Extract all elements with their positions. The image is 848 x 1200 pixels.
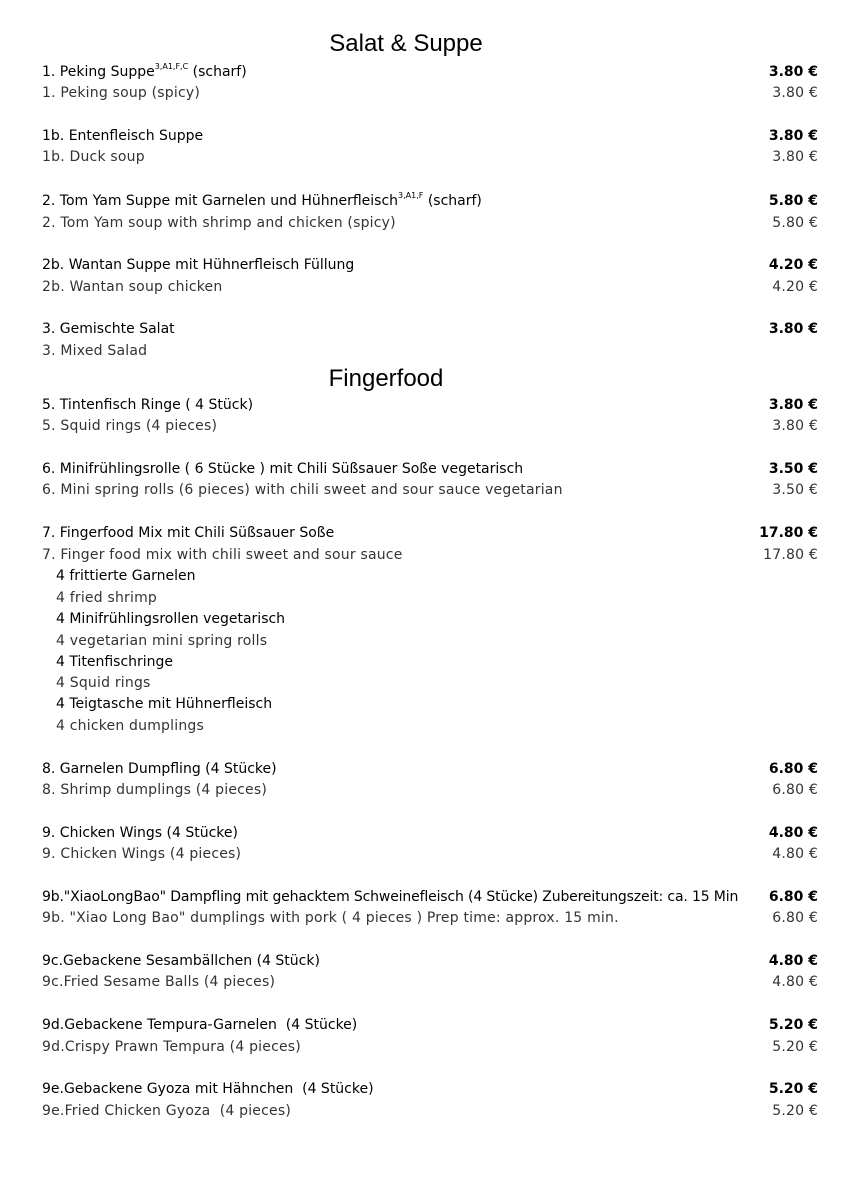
item-name-de: 9. Chicken Wings (4 Stücke)	[42, 825, 238, 841]
menu-item-de	[42, 191, 818, 211]
item-price: 6.80 €	[768, 889, 818, 905]
item-price: 3.80 €	[768, 397, 818, 413]
item-price-en: 4.20 €	[772, 279, 818, 295]
menu-item-de	[42, 759, 818, 779]
menu-item-de	[42, 951, 818, 971]
sub-item-de	[56, 694, 818, 714]
sub-item-text: 4 Squid rings	[56, 675, 151, 691]
item-name-de: 9c.Gebackene Sesambällchen (4 Stück)	[42, 953, 320, 969]
item-name-en: 5. Squid rings (4 pieces)	[42, 418, 218, 434]
item-name-en: 9. Chicken Wings (4 pieces)	[42, 846, 242, 862]
item-price-en: 6.80 €	[772, 910, 818, 926]
menu-item-en	[42, 147, 818, 167]
item-price: 4.80 €	[768, 825, 818, 841]
sub-item-de	[56, 652, 818, 672]
item-price: 4.20 €	[768, 257, 818, 273]
item-name-de: 1b. Entenfleisch Suppe	[42, 128, 204, 144]
item-name-en: 2b. Wantan soup chicken	[42, 279, 223, 295]
menu-item-de	[42, 459, 818, 479]
menu-item-de	[42, 1079, 818, 1099]
sub-item-en	[56, 588, 818, 608]
item-price: 3.80 €	[768, 321, 818, 337]
menu-item-de	[42, 1015, 818, 1035]
sub-item-text: 4 Teigtasche mit Hühnerfleisch	[56, 696, 273, 712]
sub-item-en	[56, 631, 818, 651]
item-name-de: 9d.Gebackene Tempura-Garnelen (4 Stücke)	[42, 1017, 358, 1033]
item-price: 3.80 €	[768, 128, 818, 144]
item-name-en: 9e.Fried Chicken Gyoza (4 pieces)	[42, 1103, 291, 1119]
item-price: 5.20 €	[768, 1017, 818, 1033]
menu-item-de	[42, 395, 818, 415]
menu-item-de	[42, 255, 818, 275]
item-name-en: 1b. Duck soup	[42, 149, 145, 165]
item-name-de: 8. Garnelen Dumpfling (4 Stücke)	[42, 761, 277, 777]
sub-item-text: 4 Titenfischringe	[56, 654, 174, 670]
sub-item-en	[56, 716, 818, 736]
menu-item-en	[42, 1037, 818, 1057]
item-price-en: 5.20 €	[772, 1039, 818, 1055]
item-name-de: 2. Tom Yam Suppe mit Garnelen und Hühnerfleisch$^{3,A1,F}$ (scharf)	[42, 191, 482, 209]
item-price: 3.50 €	[768, 461, 818, 477]
menu-item-en	[42, 844, 818, 864]
sub-item-text: 4 Minifrühlingsrollen vegetarisch	[56, 611, 286, 627]
menu-item-en	[42, 213, 818, 233]
item-price: 6.80 €	[768, 761, 818, 777]
item-price-en: 4.80 €	[772, 974, 818, 990]
sub-item-text: 4 chicken dumplings	[56, 718, 204, 734]
section-title: Fingerfood	[328, 365, 444, 392]
menu-item-de	[42, 62, 818, 82]
menu-item-en	[42, 780, 818, 800]
item-price-en: 3.80 €	[772, 85, 818, 101]
item-name-de: 9b."XiaoLongBao" Dampfling mit gehacktem Schweinefleisch (4 Stücke) Zubereitungszeit: ca. 15 Min	[42, 889, 739, 905]
item-name-en: 7. Finger food mix with chili sweet and sour sauce	[42, 547, 403, 563]
menu-item-en	[42, 972, 818, 992]
item-name-de: 7. Fingerfood Mix mit Chili Süßsauer Soße	[42, 525, 335, 541]
item-price-en: 3.80 €	[772, 149, 818, 165]
menu-item-de	[42, 126, 818, 146]
item-name-de: 2b. Wantan Suppe mit Hühnerfleisch Füllung	[42, 257, 355, 273]
item-name-de: 5. Tintenfisch Ringe ( 4 Stück)	[42, 397, 254, 413]
menu-item-de	[42, 823, 818, 843]
sub-item-en	[56, 673, 818, 693]
item-price-en: 6.80 €	[772, 782, 818, 798]
item-price-en: 4.80 €	[772, 846, 818, 862]
item-name-en: 1. Peking soup (spicy)	[42, 85, 201, 101]
item-price: 3.80 €	[768, 64, 818, 80]
item-name-en: 3. Mixed Salad	[42, 343, 148, 359]
item-name-en: 2. Tom Yam soup with shrimp and chicken (spicy)	[42, 215, 396, 231]
sub-item-text: 4 frittierte Garnelen	[56, 568, 196, 584]
item-price: 5.20 €	[768, 1081, 818, 1097]
item-price-en: 5.20 €	[772, 1103, 818, 1119]
sub-item-text: 4 vegetarian mini spring rolls	[56, 633, 268, 649]
item-name-de: 1. Peking Suppe$^{3,A1,F,C}$ (scharf)	[42, 62, 247, 80]
item-price: 17.80 €	[759, 525, 818, 541]
item-name-en: 6. Mini spring rolls (6 pieces) with chili sweet and sour sauce vegetarian	[42, 482, 563, 498]
menu-item-en	[42, 277, 818, 297]
allergen-codes: 3,A1,F	[398, 191, 424, 201]
item-name-de: 6. Minifrühlingsrolle ( 6 Stücke ) mit Chili Süßsauer Soße vegetarisch	[42, 461, 524, 477]
item-price-en: 5.80 €	[772, 215, 818, 231]
item-name-de: 3. Gemischte Salat	[42, 321, 175, 337]
menu-item-en	[42, 83, 818, 103]
item-price-en: 3.50 €	[772, 482, 818, 498]
menu-item-en	[42, 480, 818, 500]
menu-item-en	[42, 1101, 818, 1121]
item-price: 5.80 €	[768, 193, 818, 209]
sub-item-de	[56, 566, 818, 586]
item-name-de: 9e.Gebackene Gyoza mit Hähnchen (4 Stücke)	[42, 1081, 374, 1097]
item-price-en: 17.80 €	[763, 547, 818, 563]
section-title: Salat & Suppe	[329, 30, 483, 57]
menu-item-en	[42, 545, 818, 565]
menu-item-en	[42, 341, 818, 361]
item-name-en: 9b. "Xiao Long Bao" dumplings with pork ( 4 pieces ) Prep time: approx. 15 min.	[42, 910, 619, 926]
item-name-en: 9d.Crispy Prawn Tempura (4 pieces)	[42, 1039, 301, 1055]
allergen-codes: 3,A1,F,C	[154, 62, 189, 72]
item-name-en: 8. Shrimp dumplings (4 pieces)	[42, 782, 268, 798]
menu-item-en	[42, 908, 818, 928]
item-price-en: 3.80 €	[772, 418, 818, 434]
menu-item-en	[42, 416, 818, 436]
sub-item-de	[56, 609, 818, 629]
menu-item-de	[42, 887, 818, 907]
item-price: 4.80 €	[768, 953, 818, 969]
menu-item-de	[42, 319, 818, 339]
item-name-en: 9c.Fried Sesame Balls (4 pieces)	[42, 974, 276, 990]
menu-item-de	[42, 523, 818, 543]
sub-item-text: 4 fried shrimp	[56, 590, 158, 606]
